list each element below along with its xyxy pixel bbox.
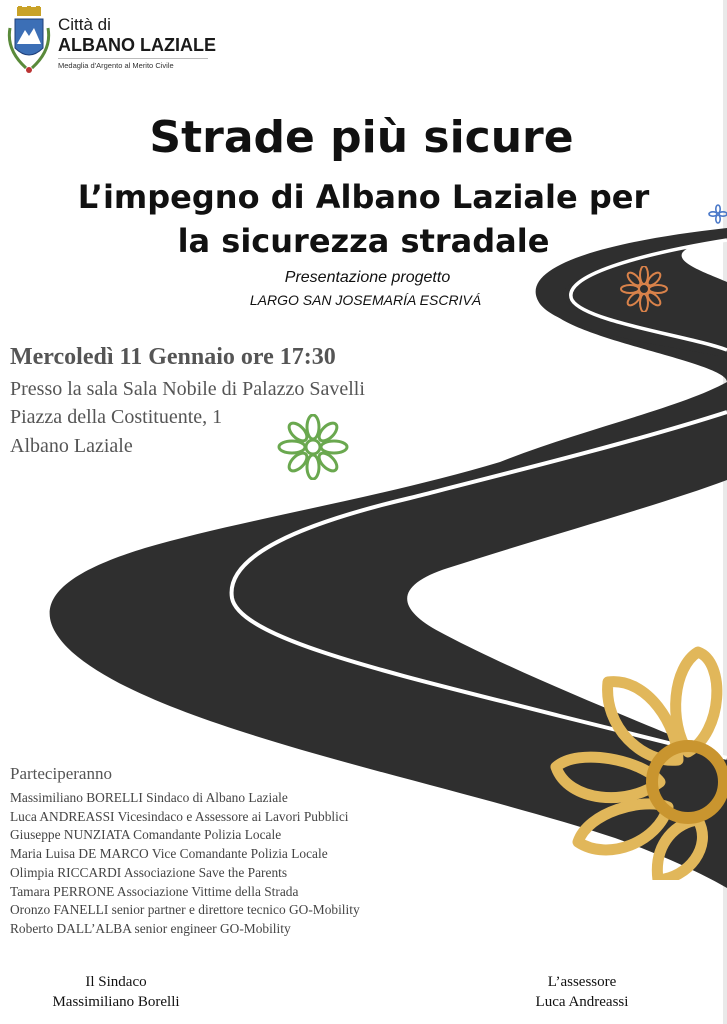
participants-heading: Parteciperanno (10, 764, 112, 783)
project-name: LARGO SAN JOSEMARÍA ESCRIVÁ (249, 292, 482, 308)
subtitle-line-2: la sicurezza stradale (177, 222, 550, 260)
city-honor: Medaglia d'Argento al Merito Civile (58, 61, 174, 70)
flower-icon (276, 414, 350, 480)
signature-mayor (30, 972, 202, 1012)
list-item: Giuseppe NUNZIATA Comandante Polizia Locale (10, 827, 282, 843)
subtitle-line-1: L’impegno di Albano Laziale per (77, 178, 650, 216)
signature-role: L’assessore (547, 974, 617, 990)
event-city: Albano Laziale (10, 435, 133, 457)
event-venue: Presso la sala Sala Nobile di Palazzo Savelli (10, 378, 365, 400)
list-item: Oronzo FANELLI senior partner e direttore tecnico GO-Mobility (10, 902, 360, 918)
flower-icon (708, 204, 727, 224)
signature-role: Il Sindaco (85, 974, 147, 990)
participants-list (10, 789, 360, 939)
list-item: Tamara PERRONE Associazione Vittime della Strada (10, 883, 299, 899)
signature-name: Massimiliano Borelli (52, 994, 180, 1010)
flower-icon (548, 642, 727, 880)
crest-icon (6, 6, 52, 76)
list-item: Roberto DALL’ALBA senior engineer GO-Mobility (10, 920, 291, 936)
presentation-label: Presentazione progetto (284, 269, 451, 286)
flower-icon (619, 266, 669, 312)
list-item: Massimiliano BORELLI Sindaco di Albano Laziale (10, 790, 288, 805)
signature-assessor (500, 972, 664, 1012)
city-name: ALBANO LAZIALE (58, 35, 216, 55)
event-date-time: Mercoledì 11 Gennaio ore 17:30 (10, 344, 336, 370)
main-title: Strade più sicure (149, 112, 574, 163)
signature-name: Luca Andreassi (535, 994, 629, 1010)
header-divider (58, 58, 208, 59)
list-item: Maria Luisa DE MARCO Vice Comandante Polizia Locale (10, 846, 328, 862)
municipality-header (6, 6, 226, 78)
event-address: Piazza della Costituente, 1 (10, 406, 223, 428)
city-prefix: Città di (58, 15, 111, 34)
list-item: Olimpia RICCARDI Associazione Save the Parents (10, 864, 288, 880)
list-item: Luca ANDREASSI Vicesindaco e Assessore ai Lavori Pubblici (10, 808, 349, 824)
